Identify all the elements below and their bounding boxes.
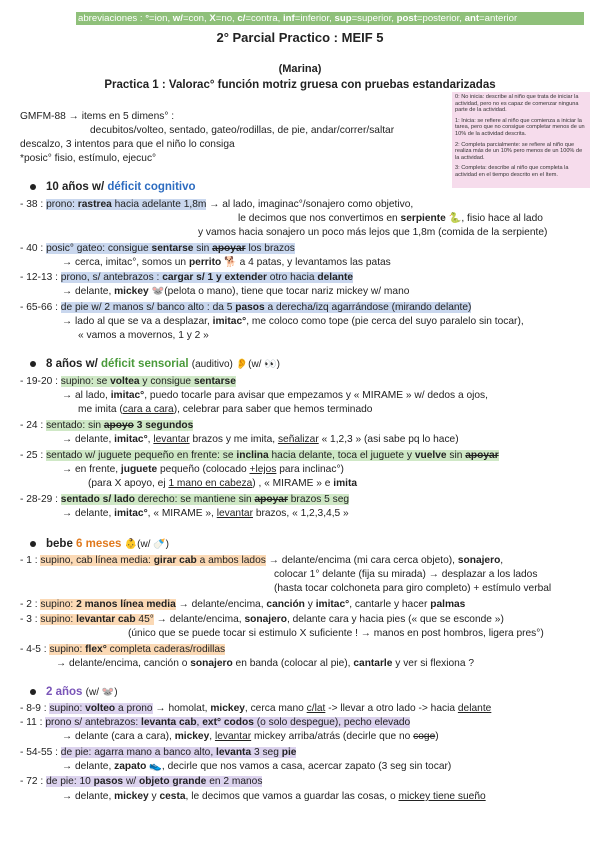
abbr-key: post [396,13,417,24]
abbr-key: sup [334,13,352,24]
item-line: → al lado, imitac°, puedo tocarle para avisar que empezamos y « MIRAME » w/ dedos a ojos, [62,390,488,401]
intro-line: GMFM-88 → items en 5 dimens° : [20,111,175,122]
abbr-value: =con, [182,13,207,24]
item-line: - 38 : prono: rastrea hacia adelante 1,8m → al lado, imaginac°/sonajero como objetivo, [20,199,414,210]
item-line: (único que se puede tocar si estimulo X suficiente ! → manos en post hombros, ligera pres°) [128,628,544,639]
intro-line: descalzo, 3 intentos para que el niño lo consiga [20,139,235,150]
item-line: → delante, imitac°, levantar brazos y me imita, señalizar « 1,2,3 » (asi sabe pq lo hace) [62,434,459,445]
item-line: → delante, imitac°, « MIRAME », levantar brazos, « 1,2,3,4,5 » [62,508,349,519]
subtitle: Practica 1 : Valorac° función motriz gruesa con pruebas estandarizadas [104,79,496,91]
abbr-key: ° [145,13,150,24]
section-highlight: déficit sensorial [100,358,189,370]
abbreviations-bar [76,12,584,25]
abbr-key: inf [283,13,295,24]
item-line: - 11 : prono s/ antebrazos: levanta cab, ext° codos (o solo despegue), pecho elevado [20,717,411,728]
item-line: → delante, mickey 🐭(pelota o mano), tiene que tocar nariz mickey w/ mano [62,286,410,297]
item-line: → en frente, juguete pequeño (colocado +lejos para inclinac°) [62,464,344,475]
abbr-key: X [209,13,216,24]
item-line: « vamos a movernos, 1 y 2 » [78,330,209,341]
item-line: → delante, mickey y cesta, le decimos que vamos a guardar las cosas, o mickey tiene sueño [62,791,486,802]
section-heading [30,538,169,550]
item-line: - 72 : de pie: 10 pasos w/ objeto grande en 2 manos [20,776,263,787]
item-line: (para X apoyo, ej 1 mano en cabeza) , « MIRAME » e imita [88,478,358,489]
section-heading [30,358,280,370]
item-line: → cerca, imitac°, somos un perrito 🐕 a 4 patas, y levantamos las patas [62,257,391,268]
item-line: y vamos hacia sonajero un poco más lejos que 1,8m (comida de la serpiente) [198,227,548,238]
legend-item: 2: Completa parcialmente: se refiere al niño que realiza más de un 10% pero menos de un 100% de la actividad. [455,141,583,161]
item-line: - 28-29 : sentado s/ lado derecho: se mantiene sin apoyar brazos 5 seg [20,494,350,505]
section-prefix: 8 años w/ [46,358,98,370]
item-line: - 1 : supino, cab línea media: girar cab a ambos lados → delante/encima (mi cara cerca objeto), sonajero, [20,555,504,566]
section-highlight: déficit cognitivo [107,181,196,193]
item-line: - 40 : posic° gateo: consigue sentarse sin apoyar los brazos [20,243,295,254]
abbr-value: =inferior, [294,13,332,24]
item-line: (hasta tocar colchoneta para giro completo) + estímulo verbal [274,583,552,594]
section-prefix: bebe [46,538,73,550]
legend-item: 3: Completa: describe al niño que completa la actividad en el tiempo descrito en el ítem. [455,165,569,178]
item-line: - 24 : sentado: sin apoyo 3 segundos [20,420,194,431]
page-title: 2° Parcial Practico : MEIF 5 [216,30,384,45]
abbr-value: =no, [215,13,235,24]
intro-line: decubitos/volteo, sentado, gateo/rodillas, de pie, andar/correr/saltar [90,125,395,136]
bullet-dot [30,361,36,367]
item-line: → delante/encima, canción o sonajero en banda (colocar al pie), cantarle y ver si flexiona ? [56,658,474,669]
bullet-dot [30,184,36,190]
abbr-value: =contra, [245,13,281,24]
item-line: - 2 : supino: 2 manos línea media → delante/encima, canción y imitac°, cantarle y hacer palmas [20,599,466,610]
abbr-value: =anterior [479,13,518,24]
item-line: me imita (cara a cara), celebrar para saber que hemos terminado [78,404,373,415]
item-line: colocar 1° delante (fija su mirada) → desplazar a los lados [274,569,538,580]
abbr-key: c/ [237,13,246,24]
section-suffix: 👶(w/ 🍼) [124,539,169,550]
item-line: le decimos que nos convertimos en serpiente 🐍, fisio hace al lado [238,213,543,224]
legend-item: 1: Inicia: se refiere al niño que comienza a iniciar la tarea, pero que no consigue completar menos de un 10% de la actividad descrita. [455,117,585,137]
intro-line: *posic° fisio, estímulo, ejecuc° [20,153,157,164]
item-line: → delante (cara a cara), mickey, levantar mickey arriba/atrás (decirle que no coge) [62,731,439,742]
scoring-legend [452,92,590,188]
item-line: - 12-13 : prono, s/ antebrazos : cargar s/ 1 y extender otro hacia delante [20,272,354,283]
abbr-key: w/ [172,13,183,24]
section-suffix: (auditivo) 👂(w/ 👀) [191,359,280,370]
item-line: → lado al que se va a desplazar, imitac°, me coloco como tope (pie cerca del suyo paralelo sin tocar), [62,316,524,327]
item-line: - 4-5 : supino: flex° completa caderas/rodillas [20,644,226,655]
section-suffix: (w/ 🐭) [85,687,118,698]
abbr-label: abreviaciones : [78,13,143,24]
section-highlight: 2 años [46,686,83,698]
legend-item: 0: No inicia: describe al niño que trata de iniciar la actividad, pero no es capaz de comenzar ninguna parte de la actividad. [455,94,579,114]
item-line: - 25 : sentado w/ juguete pequeño en frente: se inclina hacia delante, toca el juguete y vuelve sin apoyar [20,450,499,461]
section-highlight: 6 meses [76,538,122,550]
section-prefix: 10 años w/ [46,181,105,193]
item-line: - 3 : supino: levantar cab 45° → delante/encima, sonajero, delante cara y hacia pies (« que se esconde ») [20,614,504,625]
abbr-value: =posterior, [416,13,462,24]
abbr-value: =ion, [149,13,171,24]
section-heading [30,181,196,193]
section-heading [30,686,118,698]
abbr-value: =superior, [351,13,394,24]
bullet-dot [30,541,36,547]
bullet-dot [30,689,36,695]
item-line: - 19-20 : supino: se voltea y consigue sentarse [20,376,236,387]
item-line: - 8-9 : supino: volteo a prono → homolat, mickey, cerca mano c/lat -> llevar a otro lado -> hacia delante [20,703,492,714]
abbr-key: ant [464,13,480,24]
item-line: - 65-66 : de pie w/ 2 manos s/ banco alto : da 5 pasos a derecha/izq agarrándose (mirando delante) [20,302,472,313]
item-line: → delante, zapato 👟, decirle que nos vamos a casa, acercar zapato (3 seg sin tocar) [62,761,452,772]
item-line: - 54-55 : de pie: agarra mano a banco alto, levanta 3 seg pie [20,747,297,758]
author: (Marina) [278,63,322,75]
